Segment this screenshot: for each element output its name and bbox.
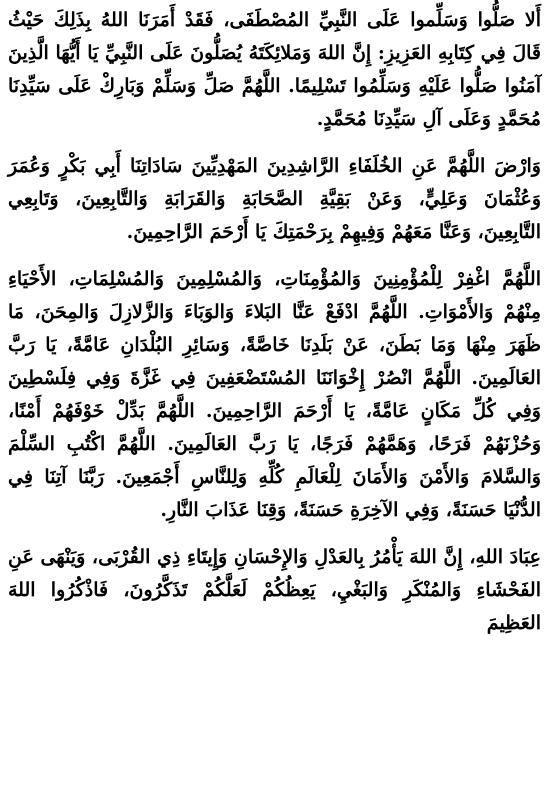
paragraph-supplications: اللَّهُمَّ اغْفِرْ لِلْمُؤْمِنِينَ وَالمُؤْمِنَاتِ، وَالمُسْلِمِينَ وَالمُسْلِمَاتِ، الأَحْيَاءِ مِنْهُمْ وَالأَمْوَاتِ. اللَّهُمَّ ادْفَعْ عَنَّا البَلاءَ وَالوَبَاءَ وَالزَّلازِلَ وَالمِحَنَ، مَا ظَهَرَ مِنْهَا وَمَا بَطَنَ، عَنْ بَلَدِنَا خَاصَّةً، وَسَائِرِ البُلْدَانِ عَامَّةً، يَا رَبَّ العَالَمِينَ. اللَّهُمَّ انْصُرْ إِخْوَانَنَا المُسْتَضْعَفِينَ فِي غَزَّةَ وَفِي فِلَسْطِينَ وَفِي كُلِّ مَكَانٍ عَامَّةً، يَا أَرْحَمَ الرَّاحِمِينَ. اللَّهُمَّ بَدِّلْ خَوْفَهُمْ أَمْنًا، وَحُزْنَهُمْ فَرَحًا، وَهَمَّهُمْ فَرَجًا، يَا رَبَّ العَالَمِينَ. اللَّهُمَّ اكْتُبِ السِّلْمَ وَالسَّلامَ وَالأَمْنَ وَالأَمَانَ لِلْعَالَمِ كُلِّهِ وَلِلنَّاسِ أَجْمَعِينَ. رَبَّنَا آتِنَا فِي الدُّنْيَا حَسَنَةً، وَفِي الآخِرَةِ حَسَنَةً، وَقِنَا عَذَابَ النَّارِ. [8,268,541,521]
paragraph-gap [8,249,541,263]
paragraph-salawat: أَلا صَلُّوا وَسَلِّموا عَلَى النَّبِيِّ المُصْطَفَى، فَقَدْ أَمَرَنَا اللهُ بِذَلِكَ حَيْثُ قَالَ فِي كِتَابِهِ العَزِيزِ: إِنَّ اللهَ وَمَلائِكَتَهُ يُصَلُّونَ عَلَى النَّبِيِّ يَا أَيُّهَا الَّذِينَ آمَنُوا صَلُّوا عَلَيْهِ وَسَلِّمُوا تَسْلِيمًا. اللَّهُمَّ صَلِّ وَسَلِّمْ وَبَارِكْ عَلَى سَيِّدِنَا مُحَمَّدٍ وَعَلَى آلِ سَيِّدِنَا مُحَمَّدٍ. [8,9,541,130]
paragraph-caliphs: وَارْضَ اللَّهُمَّ عَنِ الخُلَفَاءِ الرَّاشِدِينَ المَهْدِيِّينَ سَادَاتِنَا أَبِي بَكْرٍ وَعُمَرَ وَعُثْمَانَ وَعَلِيٍّ، وَعَنْ بَقِيَّةِ الصَّحَابَةِ وَالقَرَابَةِ وَالتَّابِعِينَ، وَتَابِعِي التَّابِعِينَ، وَعَنَّا مَعَهُمْ وَفِيهِمْ بِرَحْمَتِكَ يَا أَرْحَمَ الرَّاحِمِينَ. [8,155,541,243]
document-page [8,4,541,800]
paragraph-gap [8,527,541,541]
paragraph-closing: عِبَادَ اللهِ، إِنَّ اللهَ يَأْمُرُ بِالعَدْلِ وَالإِحْسَانِ وَإِيتَاءِ ذِي القُرْبَى، وَيَنْهَى عَنِ الفَحْشَاءِ وَالمُنْكَرِ وَالبَغْيِ، يَعِظُكُمْ لَعَلَّكُمْ تَذَكَّرُونَ، فَاذْكُرُوا اللهَ العَظِيمَ [8,546,541,634]
paragraph-gap [8,136,541,150]
